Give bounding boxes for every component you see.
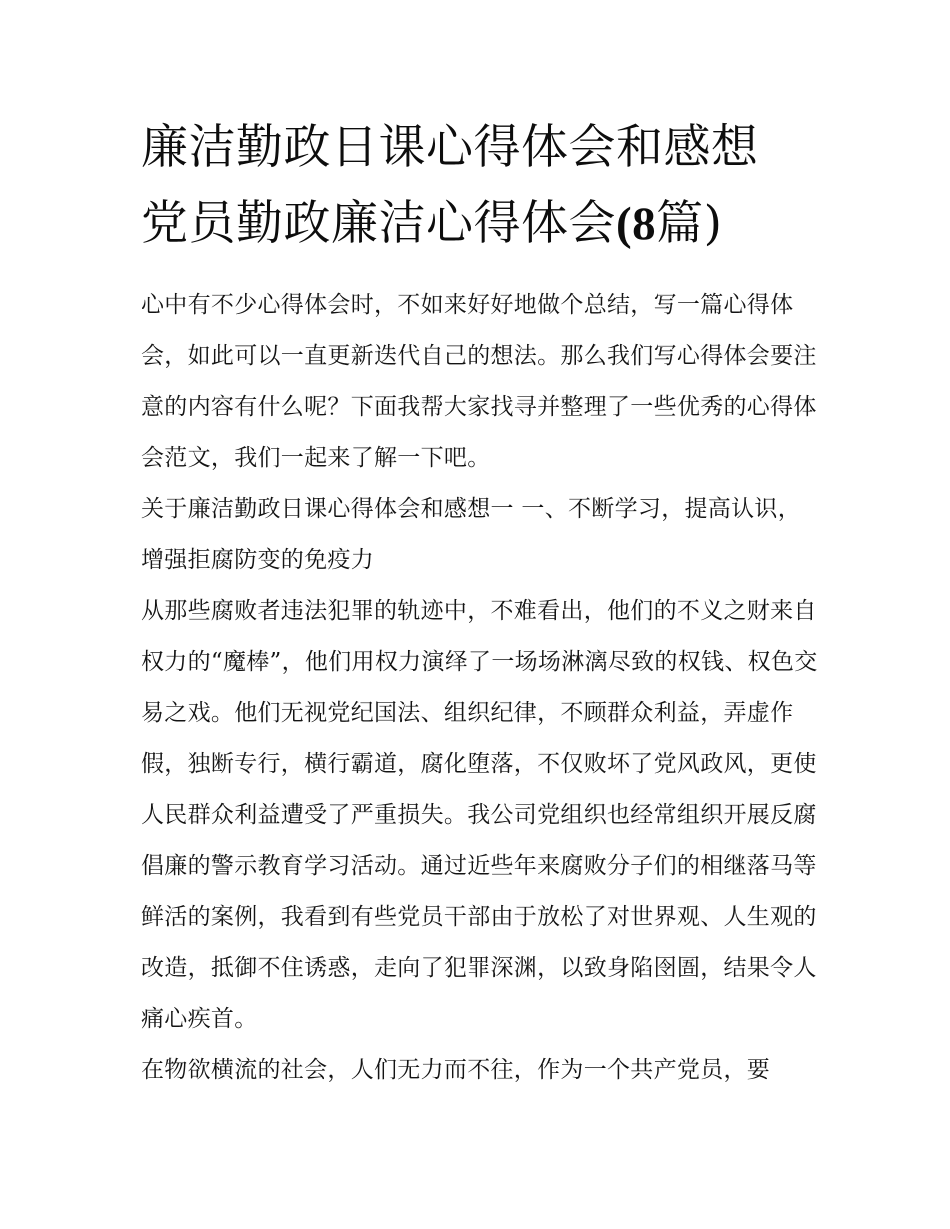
document-body — [141, 280, 821, 1096]
document-title — [141, 110, 821, 262]
title-line-1: 廉洁勤政日课心得体会和感想 — [141, 120, 759, 175]
section-heading-paragraph: 关于廉洁勤政日课心得体会和感想一 一、不断学习，提高认识，增强拒腐防变的免疫力 — [141, 496, 802, 573]
title-line-2-text: 党员勤政廉洁心得体会 — [141, 196, 616, 251]
body-paragraph-continued: 在物欲横流的社会，人们无力而不往，作为一个共产党员，要 — [141, 1057, 771, 1083]
title-line-2-end: 篇) — [656, 196, 723, 251]
title-count: (8 — [616, 198, 657, 250]
title-line-2 — [141, 196, 723, 251]
intro-paragraph: 心中有不少心得体会时，不如来好好地做个总结，写一篇心得体会，如此可以一直更新迭代自己的想法。那么我们写心得体会要注意的内容有什么呢？下面我帮大家找寻并整理了一些优秀的心得体会范文，我们一起来了解一下吧。 — [141, 292, 817, 471]
document-page — [141, 110, 821, 1096]
body-paragraph: 从那些腐败者违法犯罪的轨迹中，不难看出，他们的不义之财来自权力的“魔棒”，他们用权力演绎了一场场淋漓尽致的权钱、权色交易之戏。他们无视党纪国法、组织纪律，不顾群众利益，弄虚作假，独断专行，横行霸道，腐化堕落，不仅败坏了党风政风，更使人民群众利益遭受了严重损失。我公司党组织也经常组织开展反腐倡廉的警示教育学习活动。通过近些年来腐败分子们的相继落马等鲜活的案例，我看到有些党员干部由于放松了对世界观、人生观的改造，抵御不住诱惑，走向了犯罪深渊，以致身陷囹圄，结果令人痛心疾首。 — [141, 598, 818, 1032]
